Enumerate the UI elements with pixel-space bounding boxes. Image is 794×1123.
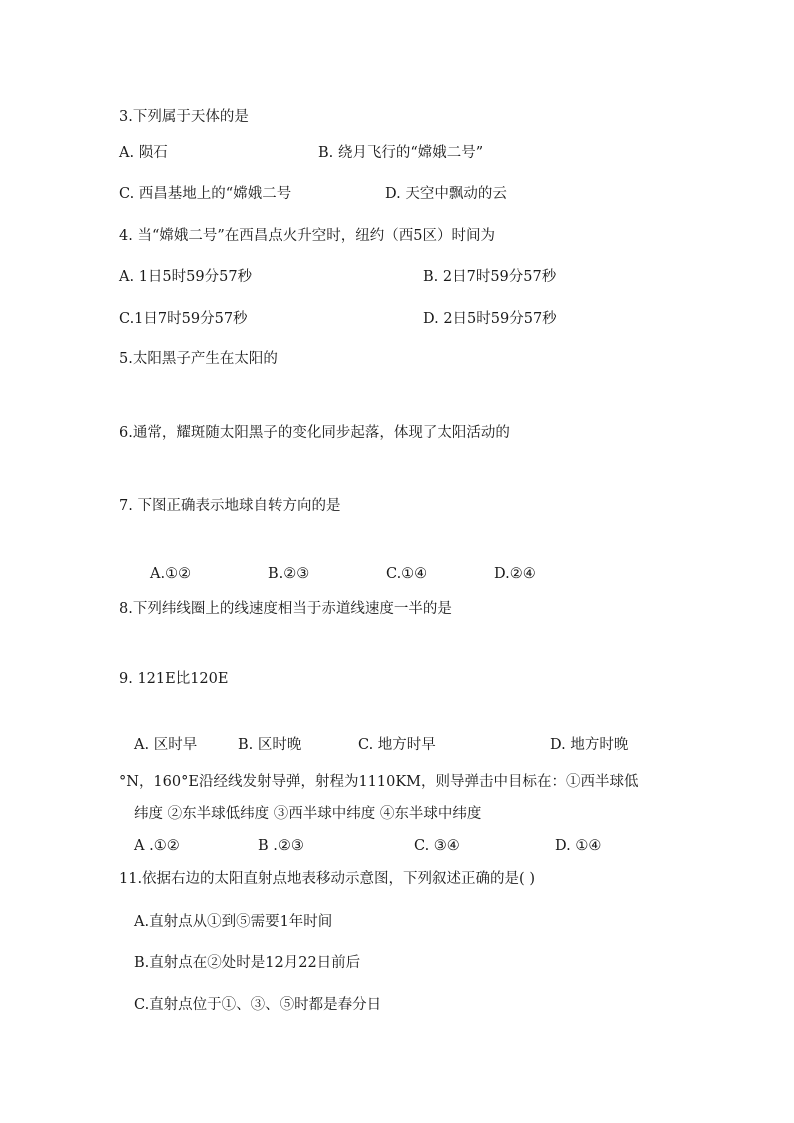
question-3-option-d: D. 天空中飘动的云: [385, 186, 507, 202]
question-11-option-a: A.直射点从①到⑤需要1年时间: [134, 914, 333, 930]
question-11-stem: 11.依据右边的太阳直射点地表移动示意图，下列叙述正确的是( ): [119, 871, 535, 887]
question-5-stem: 5.太阳黑子产生在太阳的: [119, 351, 278, 367]
question-4-option-d: D. 2日5时59分57秒: [423, 311, 557, 327]
question-3-option-a: A. 陨石: [119, 145, 168, 161]
question-10-line-2: 纬度 ②东半球低纬度 ③西半球中纬度 ④东半球中纬度: [134, 806, 482, 822]
question-7-stem: 7. 下图正确表示地球自转方向的是: [119, 498, 341, 514]
question-10-option-c: C. ③④: [414, 838, 460, 854]
question-10-option-b: B .②③: [258, 838, 304, 854]
question-11-option-c: C.直射点位于①、③、⑤时都是春分日: [134, 997, 382, 1013]
question-9-option-a: A. 区时早: [134, 737, 198, 753]
question-3-option-c: C. 西昌基地上的“嫦娥二号: [119, 186, 292, 202]
question-4-option-c: C.1日7时59分57秒: [119, 311, 248, 327]
question-8-stem: 8.下列纬线圈上的线速度相当于赤道线速度一半的是: [119, 601, 452, 617]
question-9-option-c: C. 地方时早: [358, 737, 436, 753]
question-4-option-a: A. 1日5时59分57秒: [119, 269, 253, 285]
question-4-stem: 4. 当“嫦娥二号”在西昌点火升空时，纽约（西5区）时间为: [119, 228, 495, 244]
question-10-option-d: D. ①④: [555, 838, 602, 854]
question-10-option-a: A .①②: [134, 838, 180, 854]
question-7-option-d: D.②④: [494, 566, 536, 582]
question-7-option-a: A.①②: [150, 566, 192, 582]
question-4-option-b: B. 2日7时59分57秒: [423, 269, 557, 285]
question-9-option-b: B. 区时晚: [238, 737, 302, 753]
question-6-stem: 6.通常，耀斑随太阳黑子的变化同步起落，体现了太阳活动的: [119, 425, 510, 441]
question-7-option-b: B.②③: [268, 566, 310, 582]
question-9-stem: 9. 121E比120E: [119, 671, 229, 687]
question-11-option-b: B.直射点在②处时是12月22日前后: [134, 955, 361, 971]
question-3-option-b: B. 绕月飞行的“嫦娥二号”: [318, 145, 484, 161]
question-7-option-c: C.①④: [386, 566, 428, 582]
question-9-option-d: D. 地方时晚: [550, 737, 629, 753]
question-10-line-1: °N，160°E沿经线发射导弹，射程为1110KM，则导弹击中目标在：①西半球低: [119, 774, 639, 790]
question-3-stem: 3.下列属于天体的是: [119, 109, 249, 125]
